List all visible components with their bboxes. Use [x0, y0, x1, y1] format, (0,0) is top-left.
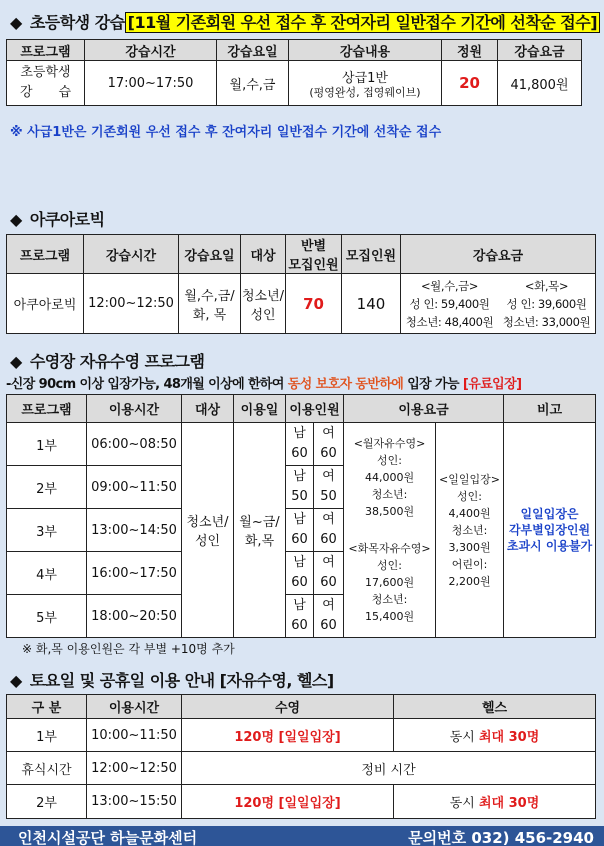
- cell-fee: [401, 274, 596, 334]
- free-swim-note: ※ 화,목 이용인원은 각 부별 +10명 추가: [22, 642, 235, 656]
- row-swim: 120명 [일일입장]: [182, 719, 394, 752]
- header-fee: 강습요금: [498, 40, 582, 61]
- session-time: 09:00~11:50: [87, 466, 182, 509]
- section-title-text: 토요일 및 공휴일 이용 안내 [자유수영, 헬스]: [29, 671, 334, 690]
- header-class-capacity: 반별 모집인원: [286, 235, 342, 274]
- header-capacity: 정원: [442, 40, 498, 61]
- row-break: 정비 시간: [182, 752, 596, 785]
- header-time: 강습시간: [84, 235, 179, 274]
- cell-male: 남 60: [286, 423, 314, 466]
- cell-capacity: 20: [442, 61, 498, 106]
- row-time: 10:00~11:50: [87, 719, 182, 752]
- session-name: 5부: [7, 595, 87, 638]
- cell-male: 남 60: [286, 509, 314, 552]
- footer-contact: 문의번호 032) 456-2940: [408, 829, 594, 846]
- section-title-text: 초등학생 강습: [29, 13, 125, 32]
- header-time: 강습시간: [85, 40, 217, 61]
- diamond-bullet-icon: ◆: [10, 352, 22, 371]
- header-program: 프로그램: [7, 395, 87, 423]
- session-time: 06:00~08:50: [87, 423, 182, 466]
- header-days: 강습요일: [179, 235, 241, 274]
- cell-days: 월,수,금: [217, 61, 289, 106]
- diamond-bullet-icon: ◆: [10, 671, 22, 690]
- header-fee: 이용요금: [344, 395, 504, 423]
- cell-content: 상급1반 (평영완성, 접영웨이브): [289, 61, 442, 106]
- header-program: 프로그램: [7, 40, 85, 61]
- cell-male: 남 50: [286, 466, 314, 509]
- cell-female: 여 60: [314, 552, 344, 595]
- session-time: 16:00~17:50: [87, 552, 182, 595]
- cell-program: 아쿠아로빅: [7, 274, 84, 334]
- header-remark: 비고: [504, 395, 596, 423]
- header-fee: 강습요금: [401, 235, 596, 274]
- row-gym: 동시 최대 30명: [394, 719, 596, 752]
- cell-female: 여 50: [314, 466, 344, 509]
- diamond-bullet-icon: ◆: [10, 210, 22, 229]
- cell-target: 청소년/ 성인: [182, 423, 234, 638]
- section-title-free-swim: [10, 349, 204, 372]
- cell-fee: 41,800원: [498, 61, 582, 106]
- elementary-lesson-table: [6, 39, 582, 106]
- header-category: 구 분: [7, 695, 87, 719]
- cell-days: 월,수,금/ 화, 목: [179, 274, 241, 334]
- header-content: 강습내용: [289, 40, 442, 61]
- header-days: 강습요일: [217, 40, 289, 61]
- section-title-aquarobic: [10, 207, 105, 230]
- cell-time: 17:00~17:50: [85, 61, 217, 106]
- header-time: 이용시간: [87, 395, 182, 423]
- section-title-text: 아쿠아로빅: [29, 210, 105, 229]
- session-name: 4부: [7, 552, 87, 595]
- fee-mwf: <월,수,금> 성 인: 59,400원 청소년: 48,400원: [405, 278, 494, 329]
- header-capacity: 이용인원: [286, 395, 344, 423]
- weekend-table: [6, 694, 596, 819]
- row-time: 13:00~15:50: [87, 785, 182, 819]
- cell-recruit: 140: [342, 274, 401, 334]
- header-target: 대상: [241, 235, 286, 274]
- free-swim-table: [6, 394, 596, 638]
- header-swim: 수영: [182, 695, 394, 719]
- cell-remark: 일일입장은 각부별입장인원 초과시 이용불가: [504, 423, 596, 638]
- section-title-elementary: [10, 10, 600, 33]
- header-target: 대상: [182, 395, 234, 423]
- row-gym: 동시 최대 30명: [394, 785, 596, 819]
- cell-class-capacity: 70: [286, 274, 342, 334]
- section-title-weekend: [10, 668, 334, 691]
- cell-female: 여 60: [314, 509, 344, 552]
- footer-bar: [0, 826, 604, 846]
- cell-program: 초등학생 강 습: [7, 61, 85, 106]
- header-gym: 헬스: [394, 695, 596, 719]
- free-swim-entry-rule: -신장 90cm 이상 입장가능, 48개월 이상에 한하여 동성 보호자 동반하에 입장 가능 [유료입장]: [6, 377, 522, 392]
- cell-female: 여 60: [314, 423, 344, 466]
- cell-monthly-fee: <월자유수영> 성인: 44,000원 청소년: 38,500원 <화목자유수영> 성인: 17,600원 청소년: 15,400원: [344, 423, 436, 638]
- header-days: 이용일: [234, 395, 286, 423]
- row-name: 2부: [7, 785, 87, 819]
- row-name: 1부: [7, 719, 87, 752]
- header-recruit: 모집인원: [342, 235, 401, 274]
- session-name: 2부: [7, 466, 87, 509]
- header-time: 이용시간: [87, 695, 182, 719]
- footer-center-name: 인천시설공단 하늘문화센터: [18, 829, 198, 846]
- cell-time: 12:00~12:50: [84, 274, 179, 334]
- session-time: 13:00~14:50: [87, 509, 182, 552]
- fee-tt: <화,목> 성 인: 39,600원 청소년: 33,000원: [502, 278, 591, 329]
- section-title-text: 수영장 자유수영 프로그램: [29, 352, 205, 371]
- header-program: 프로그램: [7, 235, 84, 274]
- cell-female: 여 60: [314, 595, 344, 638]
- elementary-note: ※ 사급1반은 기존회원 우선 접수 후 잔여자리 일반접수 기간에 선착순 접수: [10, 125, 442, 140]
- row-name: 휴식시간: [7, 752, 87, 785]
- cell-target: 청소년/ 성인: [241, 274, 286, 334]
- session-time: 18:00~20:50: [87, 595, 182, 638]
- cell-daily-fee: <일일입장> 성인: 4,400원 청소년: 3,300원 어린이: 2,200원: [436, 423, 504, 638]
- cell-days: 월~금/ 화,목: [234, 423, 286, 638]
- session-name: 3부: [7, 509, 87, 552]
- notice-highlight: [11월 기존회원 우선 접수 후 잔여자리 일반접수 기간에 선착순 접수]: [125, 12, 600, 33]
- session-name: 1부: [7, 423, 87, 466]
- cell-male: 남 60: [286, 595, 314, 638]
- row-swim: 120명 [일일입장]: [182, 785, 394, 819]
- cell-male: 남 60: [286, 552, 314, 595]
- aquarobic-table: [6, 234, 596, 334]
- diamond-bullet-icon: ◆: [10, 13, 22, 32]
- row-time: 12:00~12:50: [87, 752, 182, 785]
